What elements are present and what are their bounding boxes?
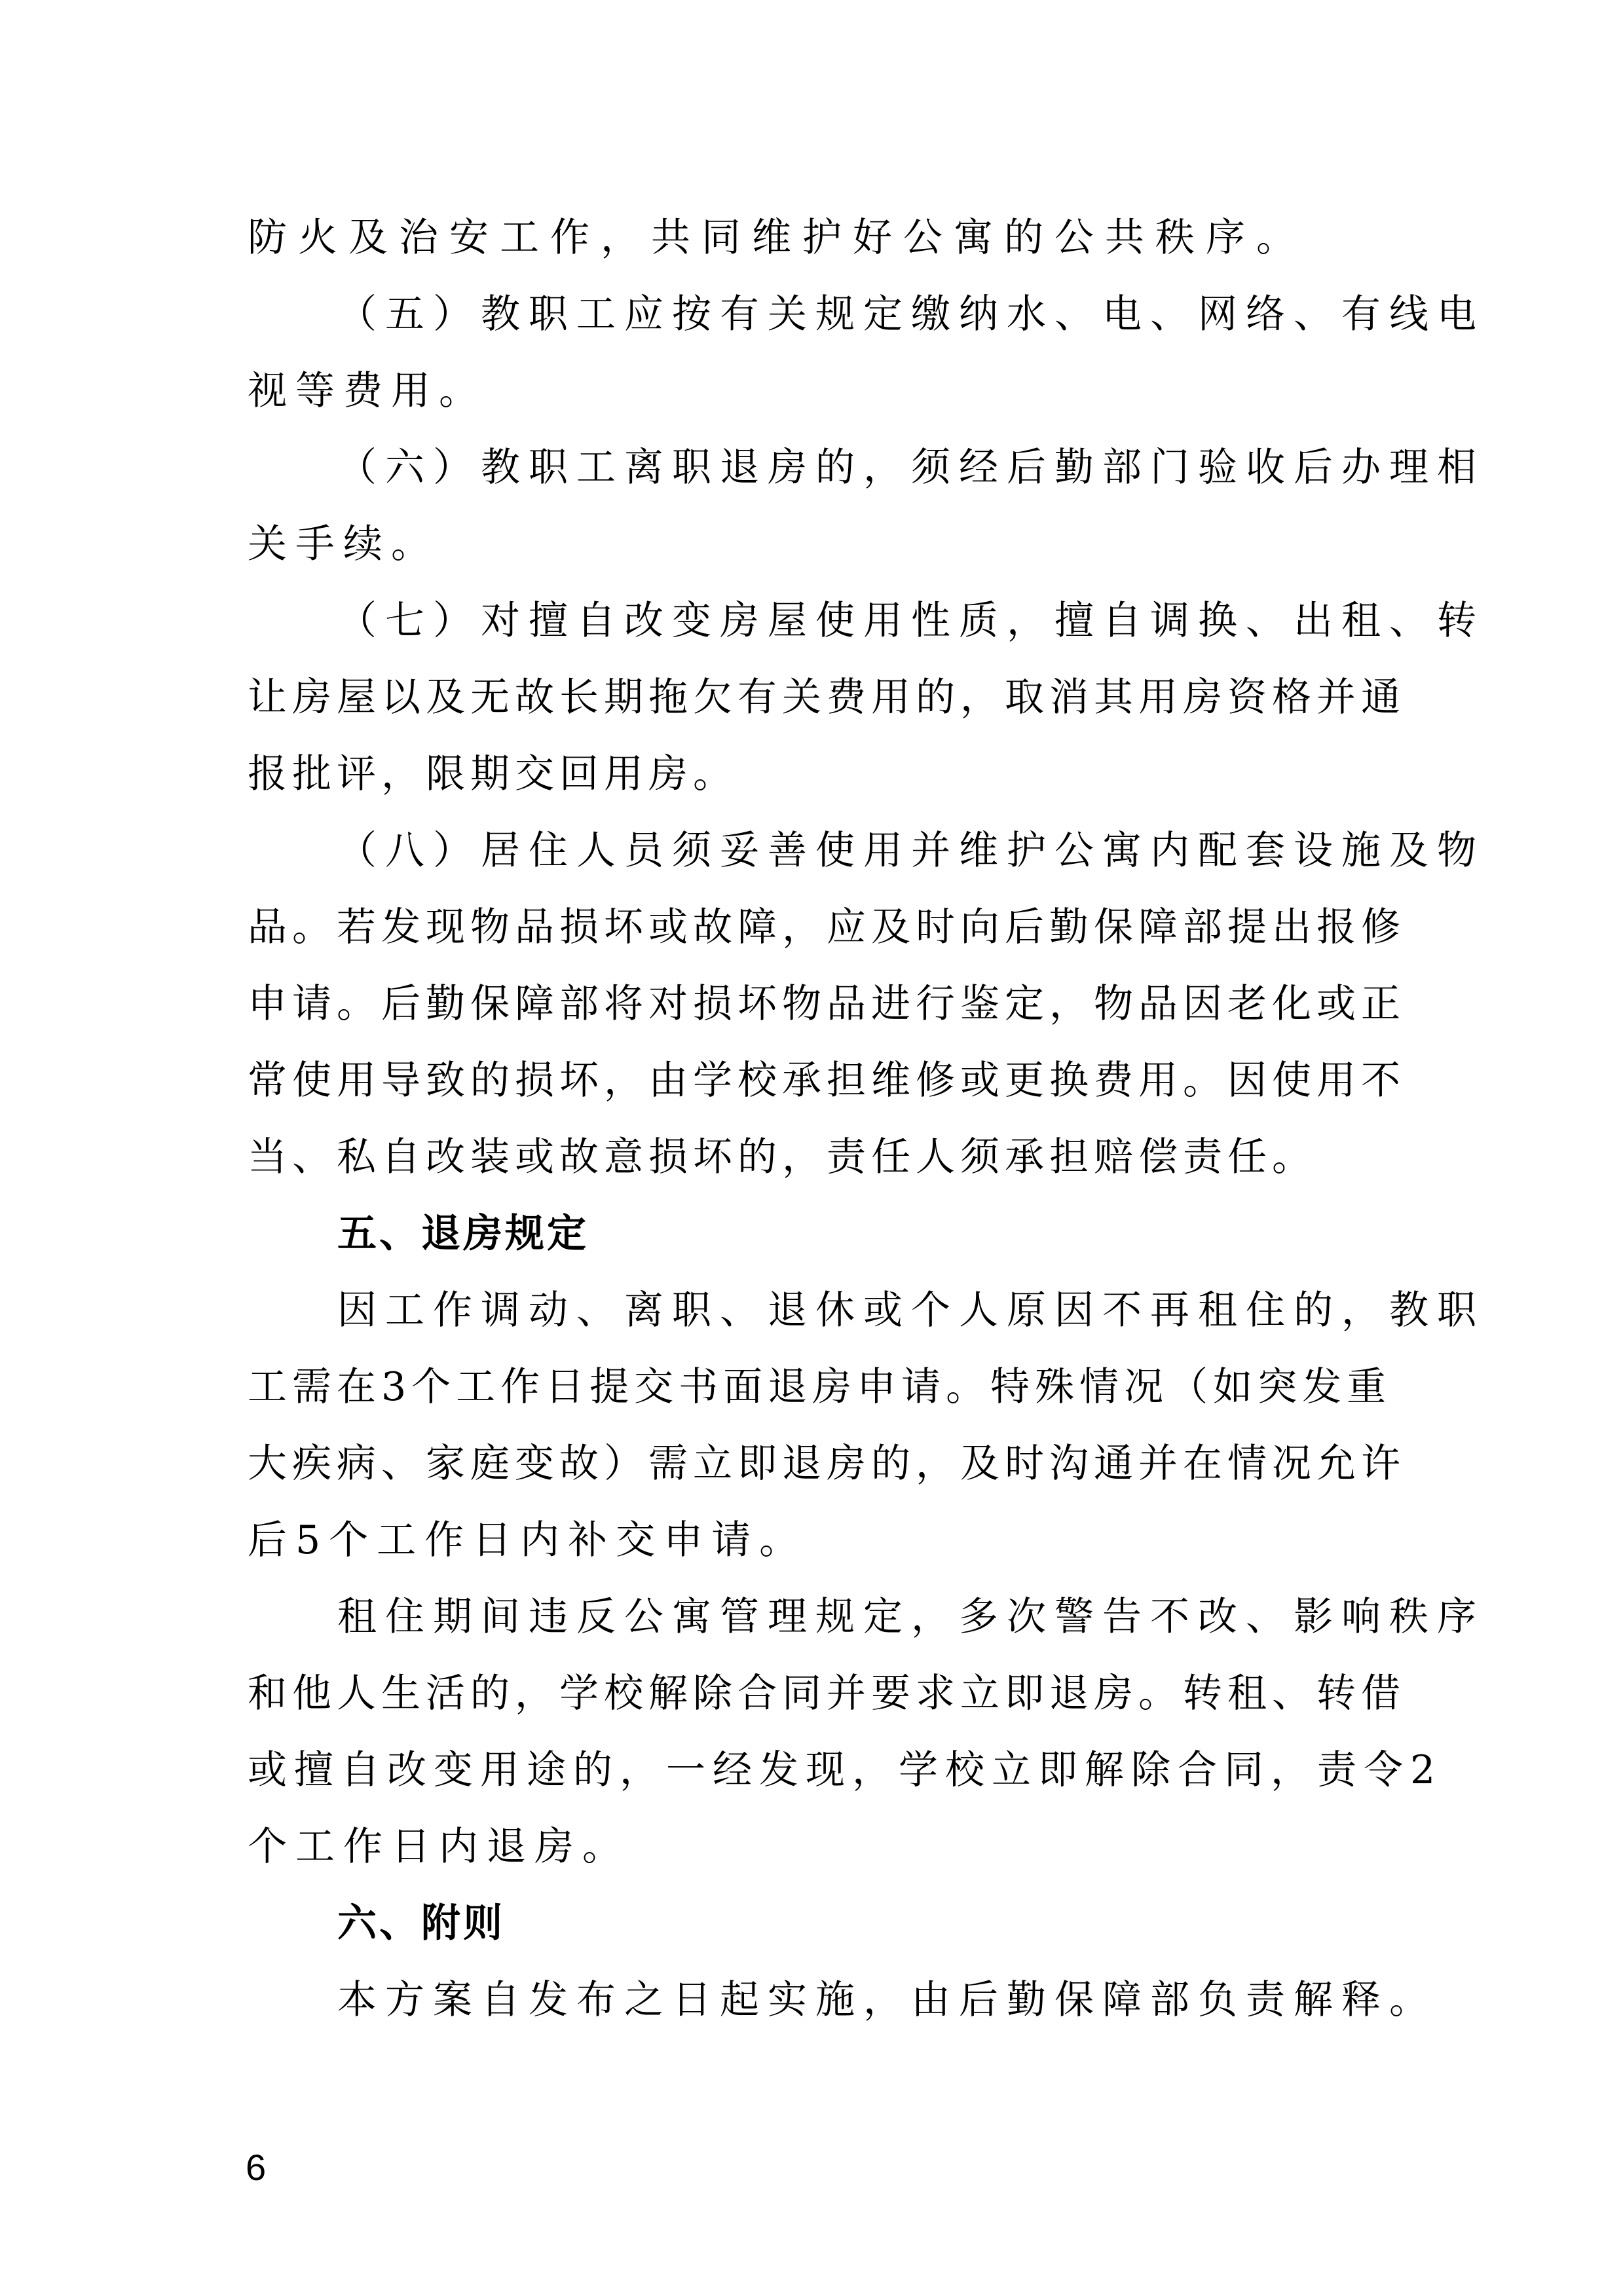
line-text: （五）教职工应按有关规定缴纳水、电、网络、有线电 — [337, 291, 1485, 337]
text-line — [0, 741, 1623, 807]
text-line — [0, 665, 1623, 730]
line-text: 工需在3个工作日提交书面退房申请。特殊情况（如突发重 — [248, 1364, 1392, 1410]
text-line — [0, 1048, 1623, 1113]
text-line — [0, 895, 1623, 960]
page-number: 6 — [246, 2147, 267, 2188]
line-text: 后5个工作日内补交申请。 — [248, 1517, 808, 1563]
line-text: 品。若发现物品损坏或故障，应及时向后勤保障部提出报修 — [248, 904, 1406, 950]
text-line — [0, 435, 1623, 500]
text-line — [0, 1431, 1623, 1496]
line-text: 关手续。 — [248, 521, 439, 567]
line-text: 或擅自改变用途的，一经发现，学校立即解除合同，责令2 — [248, 1747, 1443, 1793]
line-text: （八）居住人员须妥善使用并维护公寓内配套设施及物 — [337, 828, 1485, 874]
text-line — [0, 1661, 1623, 1726]
heading-text: 六、附则 — [337, 1900, 505, 1946]
text-line — [0, 1124, 1623, 1190]
text-line — [0, 1814, 1623, 1879]
line-text: 让房屋以及无故长期拖欠有关费用的，取消其用房资格并通 — [248, 675, 1406, 720]
line-text: 本方案自发布之日起实施，由后勤保障部负责解释。 — [337, 1977, 1437, 2023]
text-line — [0, 588, 1623, 654]
line-text: （七）对擅自改变房屋使用性质，擅自调换、出租、转 — [337, 598, 1485, 644]
text-line — [0, 1508, 1623, 1573]
line-text: 申请。后勤保障部将对损坏物品进行鉴定，物品因老化或正 — [248, 981, 1406, 1027]
text-line — [0, 1967, 1623, 2033]
text-line — [0, 511, 1623, 577]
line-text: 常使用导致的损坏，由学校承担维修或更换费用。因使用不 — [248, 1058, 1406, 1103]
section-heading — [0, 1201, 1623, 1267]
text-line — [0, 818, 1623, 883]
text-line — [0, 1278, 1623, 1343]
line-text: 和他人生活的，学校解除合同并要求立即退房。转租、转借 — [248, 1671, 1406, 1716]
line-text: 视等费用。 — [248, 368, 487, 414]
text-line — [0, 971, 1623, 1037]
line-text: 防火及治安工作，共同维护好公寓的公共秩序。 — [248, 215, 1307, 261]
line-text: 个工作日内退房。 — [248, 1824, 630, 1870]
text-line — [0, 1584, 1623, 1650]
section-heading — [0, 1891, 1623, 1956]
line-text: 报批评，限期交回用房。 — [248, 751, 737, 797]
text-line — [0, 1737, 1623, 1803]
heading-text: 五、退房规定 — [337, 1211, 589, 1257]
line-text: 当、私自改装或故意损坏的，责任人须承担赔偿责任。 — [248, 1134, 1316, 1180]
text-line — [0, 358, 1623, 424]
line-text: （六）教职工离职退房的，须经后勤部门验收后办理相 — [337, 445, 1485, 491]
text-line — [0, 282, 1623, 347]
line-text: 因工作调动、离职、退休或个人原因不再租住的，教职 — [337, 1287, 1485, 1333]
text-line — [0, 1354, 1623, 1420]
line-text: 大疾病、家庭变故）需立即退房的，及时沟通并在情况允许 — [248, 1441, 1406, 1487]
text-line — [0, 205, 1623, 270]
line-text: 租住期间违反公寓管理规定，多次警告不改、影响秩序 — [337, 1594, 1485, 1640]
